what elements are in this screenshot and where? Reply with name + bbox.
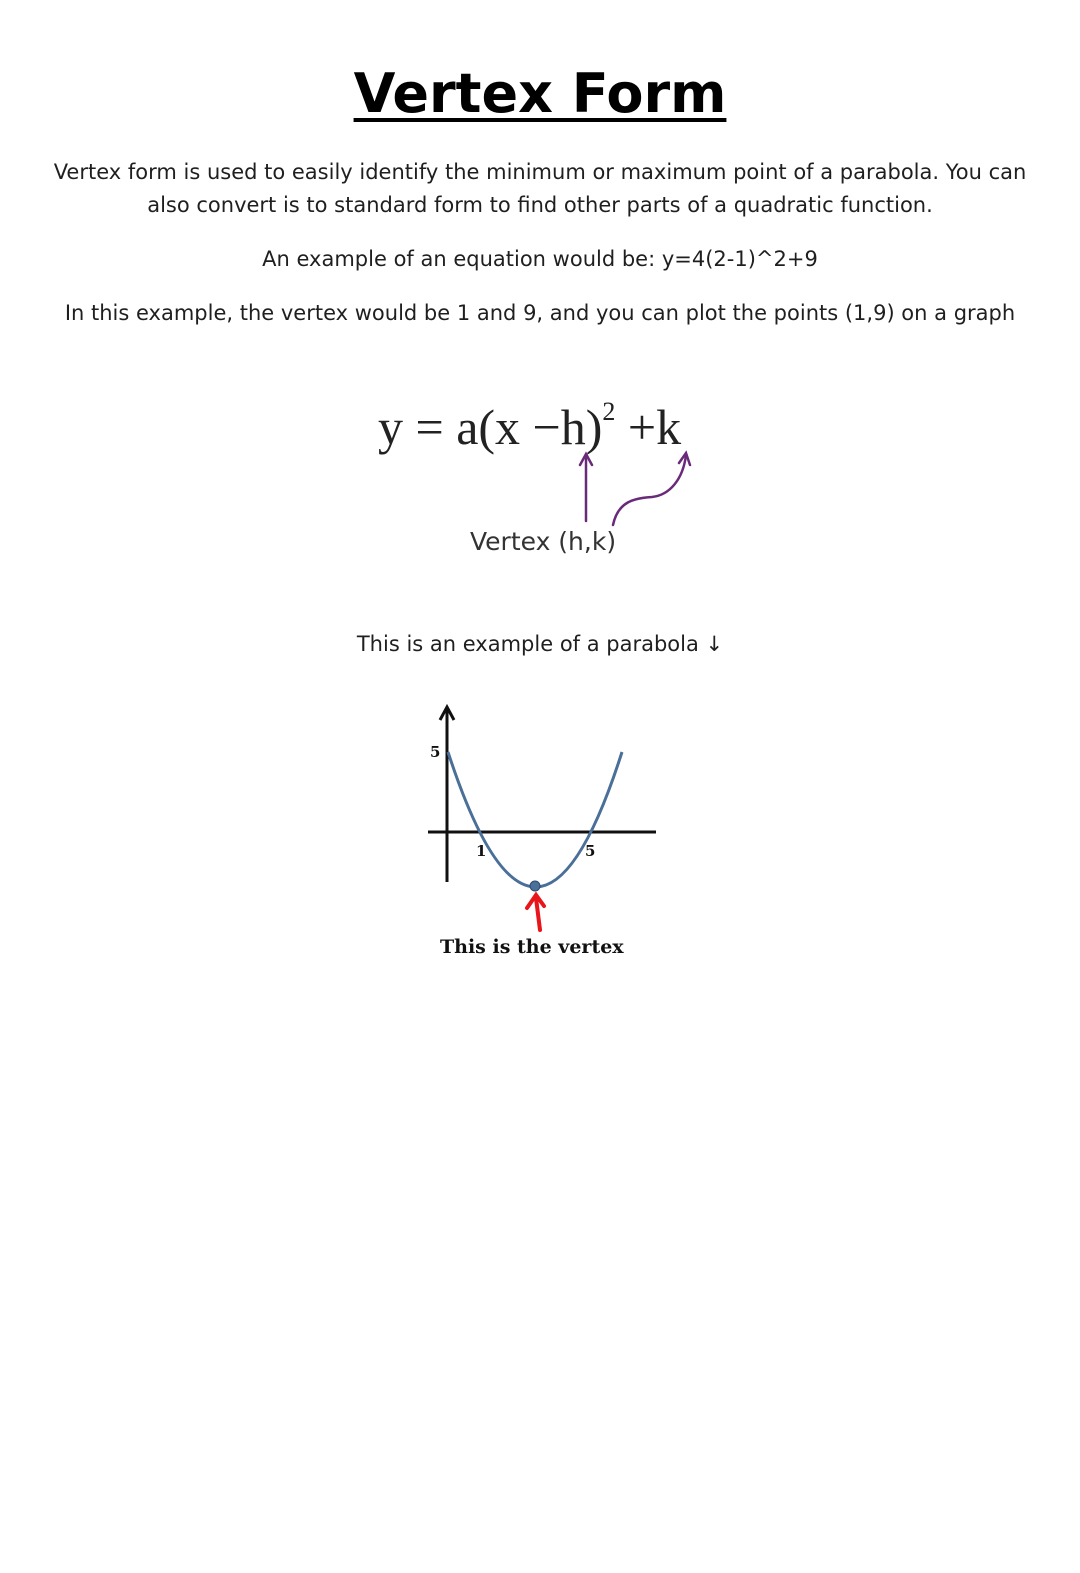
page-title — [0, 58, 1080, 130]
y-tick-label: 5 — [430, 743, 441, 761]
parabola-intro-text: This is an example of a parabola ↓ — [356, 632, 724, 656]
parabola-graph-svg — [418, 696, 668, 976]
page-title-text: Vertex Form — [353, 62, 727, 125]
x-tick-label-left: 1 — [476, 842, 487, 860]
formula-exponent: 2 — [602, 397, 616, 426]
example-equation-text: An example of an equation would be: y=4(2-1)^2+9 — [262, 247, 818, 271]
formula-base: y = a(x −h) — [378, 399, 603, 455]
formula-tail: +k — [615, 399, 682, 455]
parabola-graph — [418, 696, 668, 976]
example-vertex-text: In this example, the vertex would be 1 and 9, and you can plot the points (1,9) on a graph — [64, 301, 1016, 325]
parabola-curve — [448, 752, 622, 887]
vertex-arrow — [527, 895, 544, 930]
k-arrow-curve — [613, 455, 686, 525]
vertex-point — [530, 881, 540, 891]
vertex-caption: This is the vertex — [440, 936, 624, 958]
intro-paragraph: Vertex form is used to easily identify the minimum or maximum point of a parabola. You can also convert is to standard form to find other parts of a quadratic function. — [53, 160, 1027, 217]
vertex-form-formula-figure — [370, 395, 730, 575]
x-tick-label-right: 5 — [585, 842, 596, 860]
vertex-label: Vertex (h,k) — [470, 527, 617, 556]
